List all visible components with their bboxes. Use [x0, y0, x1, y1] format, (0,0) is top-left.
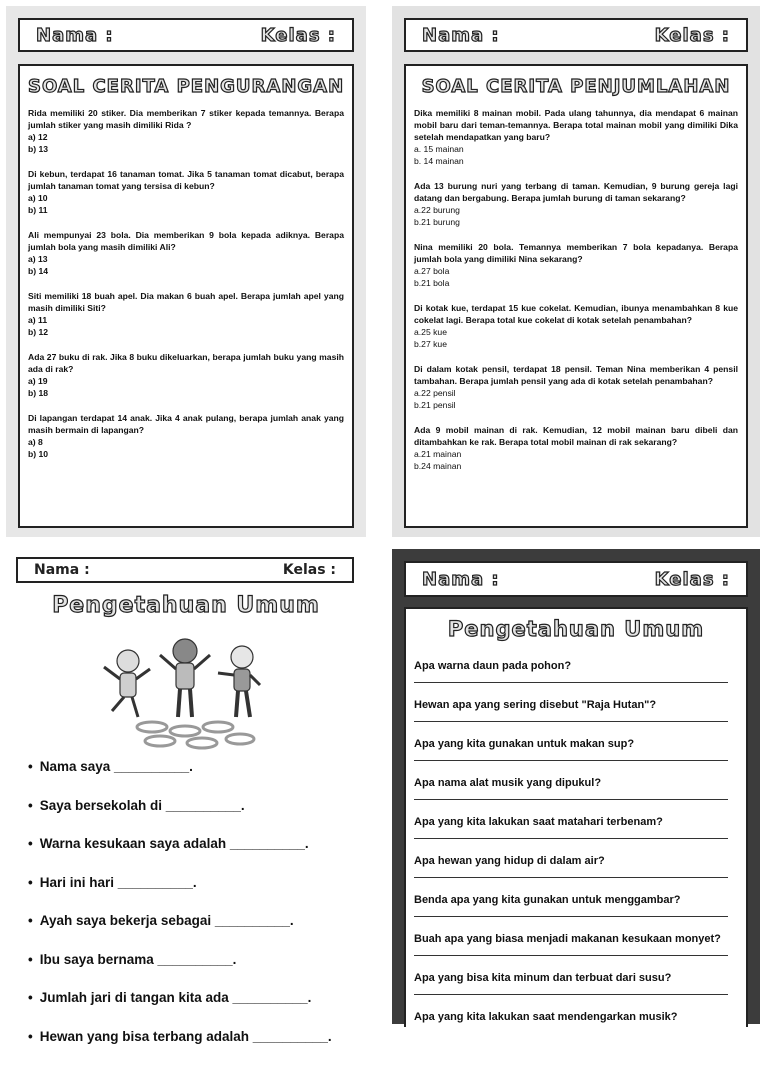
option-a: a) 13: [28, 253, 344, 265]
bullet-icon: •: [28, 1029, 33, 1044]
question-text: Rida memiliki 20 stiker. Dia memberikan 7 stiker kepada temannya. Berapa jumlah stiker yang masih dimiliki Rida ?: [28, 107, 344, 131]
answer-line: [414, 955, 728, 956]
worksheet-pengurangan: [6, 6, 366, 537]
name-class-bar: [404, 561, 748, 597]
option-a: a.27 bola: [414, 265, 738, 277]
question-item: [28, 351, 344, 399]
list-item: [28, 1029, 368, 1067]
question-text: Ada 13 burung nuri yang terbang di taman. Kemudian, 9 burung gereja lagi datang dan bergabung. Berapa jumlah burung di taman sekarang?: [414, 180, 738, 204]
question-text: Apa yang bisa kita minum dan terbuat dari susu?: [414, 971, 738, 985]
children-playing-illustration: [90, 633, 280, 753]
option-b: b) 10: [28, 448, 344, 460]
question-text: Apa yang kita gunakan untuk makan sup?: [414, 737, 738, 751]
list-item: [28, 875, 368, 914]
fill-in-list: [28, 759, 368, 1067]
kelas-label: Kelas :: [655, 569, 730, 590]
question-text: Dika memiliki 8 mainan mobil. Pada ulang tahunnya, dia mendapat 6 mainan mobil baru dari teman-temannya. Berapa total mainan mobil yang dimiliki Dika setelah mendapatkan yang baru?: [414, 107, 738, 143]
question-text: Apa nama alat musik yang dipukul?: [414, 776, 738, 790]
question-text: Nina memiliki 20 bola. Temannya memberikan 7 bola kepadanya. Berapa jumlah bola yang dimiliki Nina sekarang?: [414, 241, 738, 265]
option-b: b.21 burung: [414, 216, 738, 228]
option-a: a) 12: [28, 131, 344, 143]
option-b: b) 12: [28, 326, 344, 338]
answer-line: [414, 838, 728, 839]
kelas-label: Kelas :: [261, 25, 336, 46]
option-a: a) 10: [28, 192, 344, 204]
question-text: Ada 9 mobil mainan di rak. Kemudian, 12 mobil mainan baru dibeli dan ditambahkan ke rak. Berapa total mobil mainan di rak sekarang?: [414, 424, 738, 448]
option-a: a.25 kue: [414, 326, 738, 338]
question-item: [414, 363, 738, 411]
bullet-icon: •: [28, 913, 33, 928]
bullet-icon: •: [28, 759, 33, 774]
option-b: b. 14 mainan: [414, 155, 738, 167]
worksheet-pengetahuan-umum-isian: [0, 545, 372, 1024]
option-b: b.24 mainan: [414, 460, 738, 472]
question-sheet: [18, 64, 354, 528]
item-text: Saya bersekolah di __________.: [40, 798, 245, 813]
question-item: [414, 424, 738, 472]
option-a: a.22 burung: [414, 204, 738, 216]
question-text: Apa hewan yang hidup di dalam air?: [414, 854, 738, 868]
sheet-title: Pengetahuan Umum: [0, 593, 372, 618]
answer-line: [414, 721, 728, 722]
nama-label: Nama :: [422, 569, 500, 590]
list-item: [28, 798, 368, 837]
option-a: a) 19: [28, 375, 344, 387]
option-b: b) 11: [28, 204, 344, 216]
question-text: Di kotak kue, terdapat 15 kue cokelat. Kemudian, ibunya menambahkan 8 kue cokelat lagi. Berapa total kue cokelat di kotak setelah penambahan?: [414, 302, 738, 326]
item-text: Warna kesukaan saya adalah __________.: [40, 836, 309, 851]
option-b: b) 18: [28, 387, 344, 399]
answer-line: [414, 799, 728, 800]
bullet-icon: •: [28, 990, 33, 1005]
answer-line: [414, 916, 728, 917]
question-item: [414, 241, 738, 289]
question-text: Buah apa yang biasa menjadi makanan kesukaan monyet?: [414, 932, 738, 946]
list-item: [28, 836, 368, 875]
list-item: [28, 952, 368, 991]
bullet-icon: •: [28, 798, 33, 813]
question-text: Apa warna daun pada pohon?: [414, 659, 738, 673]
question-text: Hewan apa yang sering disebut "Raja Hutan"?: [414, 698, 738, 712]
list-item: [28, 990, 368, 1029]
option-a: a.21 mainan: [414, 448, 738, 460]
list-item: [28, 759, 368, 798]
answer-line: [414, 682, 728, 683]
option-a: a) 8: [28, 436, 344, 448]
list-item: [28, 913, 368, 952]
question-text: Siti memiliki 18 buah apel. Dia makan 6 buah apel. Berapa jumlah apel yang masih dimiliki Siti?: [28, 290, 344, 314]
sheet-title: SOAL CERITA PENJUMLAHAN: [414, 76, 738, 97]
kelas-label: Kelas :: [655, 25, 730, 46]
worksheet-pengetahuan-umum-tanya: [392, 549, 760, 1024]
sheet-title: Pengetahuan Umum: [414, 617, 738, 641]
bullet-icon: •: [28, 836, 33, 851]
question-item: [28, 229, 344, 277]
sheet-title: SOAL CERITA PENGURANGAN: [28, 76, 344, 97]
option-b: b.21 pensil: [414, 399, 738, 411]
question-item: [414, 107, 738, 167]
question-text: Benda apa yang kita gunakan untuk menggambar?: [414, 893, 738, 907]
question-item: [28, 290, 344, 338]
answer-line: [414, 760, 728, 761]
question-text: Apa yang kita lakukan saat mendengarkan musik?: [414, 1010, 738, 1024]
question-item: [28, 107, 344, 155]
option-a: a.22 pensil: [414, 387, 738, 399]
option-b: b) 13: [28, 143, 344, 155]
option-a: a) 11: [28, 314, 344, 326]
item-text: Ayah saya bekerja sebagai __________.: [40, 913, 294, 928]
question-item: [28, 168, 344, 216]
question-text: Apa yang kita lakukan saat matahari terbenam?: [414, 815, 738, 829]
name-class-bar: [18, 18, 354, 52]
answer-line: [414, 877, 728, 878]
option-b: b.27 kue: [414, 338, 738, 350]
nama-label: Nama :: [36, 25, 114, 46]
question-sheet: [404, 607, 748, 1027]
bullet-icon: •: [28, 952, 33, 967]
question-text: Di dalam kotak pensil, terdapat 18 pensil. Teman Nina memberikan 4 pensil tambahan. Berapa jumlah pensil yang ada di kotak setelah penambahan?: [414, 363, 738, 387]
question-sheet: [404, 64, 748, 528]
item-text: Jumlah jari di tangan kita ada __________.: [40, 990, 312, 1005]
question-item: [414, 180, 738, 228]
nama-label: Nama :: [34, 562, 90, 578]
item-text: Hari ini hari __________.: [40, 875, 197, 890]
option-b: b.21 bola: [414, 277, 738, 289]
name-class-bar: [16, 557, 354, 583]
question-text: Ada 27 buku di rak. Jika 8 buku dikeluarkan, berapa jumlah buku yang masih ada di rak?: [28, 351, 344, 375]
worksheet-penjumlahan: [392, 6, 760, 537]
bullet-icon: •: [28, 875, 33, 890]
option-a: a. 15 mainan: [414, 143, 738, 155]
question-text: Ali mempunyai 23 bola. Dia memberikan 9 bola kepada adiknya. Berapa jumlah bola yang masih dimiliki Ali?: [28, 229, 344, 253]
question-text: Di kebun, terdapat 16 tanaman tomat. Jika 5 tanaman tomat dicabut, berapa jumlah tanaman tomat yang tersisa di kebun?: [28, 168, 344, 192]
answer-line: [414, 994, 728, 995]
option-b: b) 14: [28, 265, 344, 277]
question-text: Di lapangan terdapat 14 anak. Jika 4 anak pulang, berapa jumlah anak yang masih bermain di lapangan?: [28, 412, 344, 436]
item-text: Hewan yang bisa terbang adalah __________.: [40, 1029, 332, 1044]
name-class-bar: [404, 18, 748, 52]
question-item: [28, 412, 344, 460]
item-text: Ibu saya bernama __________.: [40, 952, 237, 967]
kelas-label: Kelas :: [283, 562, 336, 578]
nama-label: Nama :: [422, 25, 500, 46]
question-item: [414, 302, 738, 350]
item-text: Nama saya __________.: [40, 759, 193, 774]
